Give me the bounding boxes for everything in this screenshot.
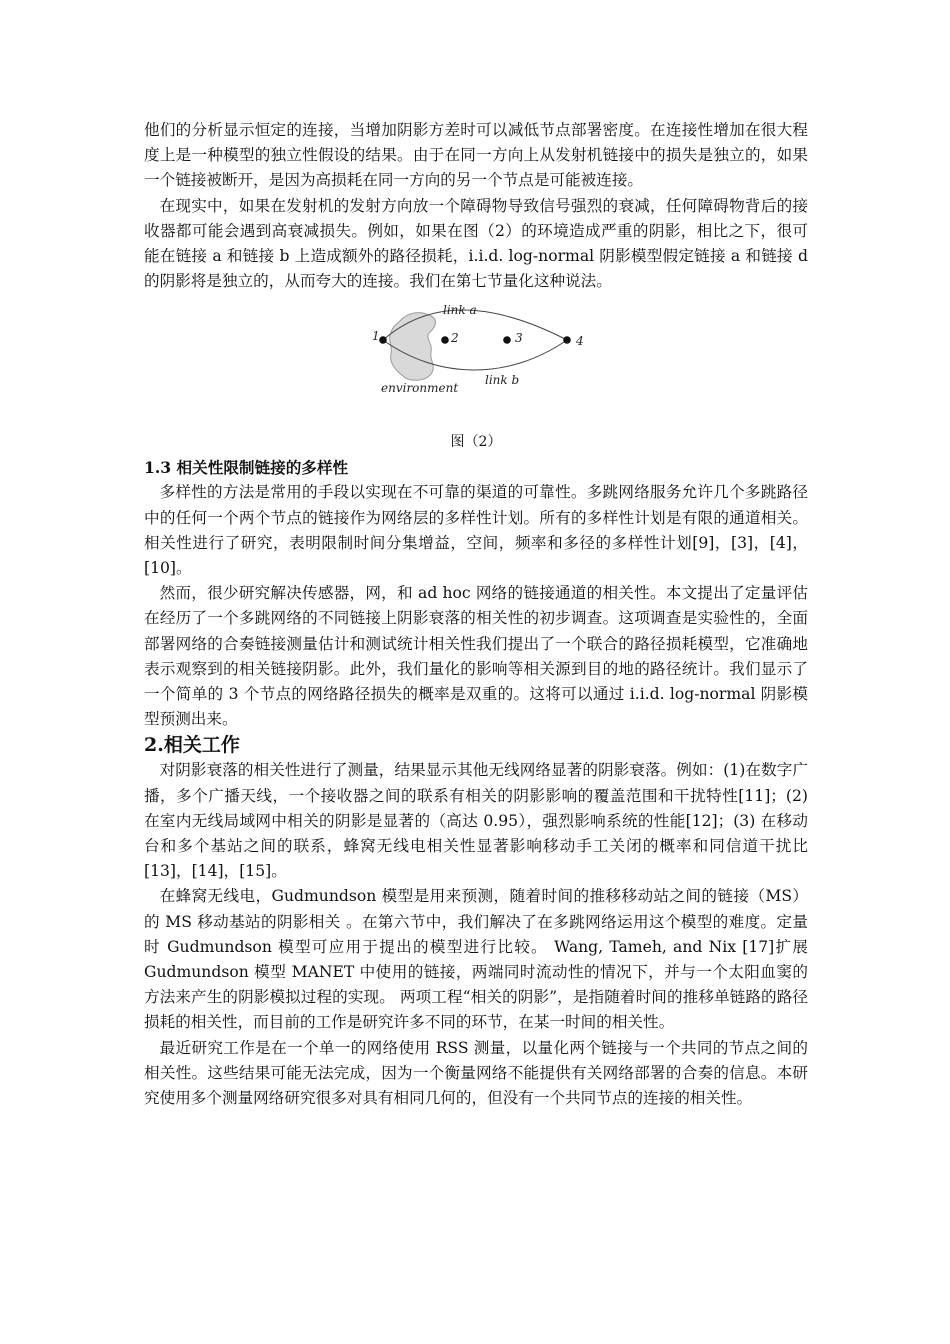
section-1-3-heading: 1.3 相关性限制链接的多样性 — [144, 458, 349, 478]
section-2-paragraph-2: 在蜂窝无线电，Gudmundson 模型是用来预测，随着时间的推移移动站之间的链接（MS）的 MS 移动基站的阴影相关 。在第六节中，我们解决了在多跳网络运用这个模型的难度。定量时 Gudmundson 模型可应用于提出的模型进行比较。 Wang, Tameh, and Nix [17]扩展 Gudmundson 模型 MANET 中使用的链接，两端同时流动性的情况下，并与一个太阳血窦的方法来产生的阴影模拟过程的实现。 两项工程“相关的阴影”，是指随着时间的推移单链路的路径损耗的相关性，而目前的工作是研究许多不同的环节，在某一时间的相关性。 — [144, 887, 808, 1032]
section-1-3-paragraph-2: 然而，很少研究解决传感器，网，和 ad hoc 网络的链接通道的相关性。本文提出了定量评估在经历了一个多跳网络的不同链接上阴影衰落的相关性的初步调查。这项调查是实验性的，全面部署网络的合奏链接测量估计和测试统计相关性我们提出了一个联合的路径损耗模型，它准确地表示观察到的相关链接阴影。此外，我们量化的影响等相关源到目的地的路径统计。我们显示了一个简单的 3 个节点的网络路径损失的概率是双重的。这将可以通过 i.i.d. log-normal 阴影模型预测出来。 — [144, 584, 808, 729]
environment-obstacle — [390, 313, 436, 381]
document-page — [144, 118, 808, 1111]
figure-caption: 图（2） — [450, 434, 502, 451]
figure-2 — [144, 298, 808, 428]
section-2-heading: 2.相关工作 — [144, 734, 240, 757]
node-3 — [503, 337, 511, 345]
node-4-label: 4 — [576, 334, 584, 349]
section-1-3-paragraph-1: 多样性的方法是常用的手段以实现在不可靠的渠道的可靠性。多跳网络服务允许几个多跳路径中的任何一个两个节点的链接作为网络层的多样性计划。所有的多样性计划是有限的通道相关。相关性进行了研究，表明限制时间分集增益，空间，频率和多径的多样性计划[9]，[3]，[4]，[10]。 — [144, 483, 808, 578]
section-2-paragraph-1: 对阴影衰落的相关性进行了测量，结果显示其他无线网络显著的阴影衰落。例如：(1)在数字广播，多个广播天线，一个接收器之间的联系有相关的阴影影响的覆盖范围和干扰特性[11]；(2) 在室内无线局域网中相关的阴影是显著的（高达 0.95），强烈影响系统的性能[12]；(3) 在移动台和多个基站之间的联系，蜂窝无线电相关性显著影响移动手工关闭的概率和同信道干扰比[13]，[14]，[15]。 — [144, 761, 808, 881]
link-b-label: link b — [485, 373, 520, 388]
intro-paragraph-1: 他们的分析显示恒定的连接，当增加阴影方差时可以减低节点部署密度。在连接性增加在很大程度上是一种模型的独立性假设的结果。由于在同一方向上从发射机链接中的损失是独立的，如果一个链接被断开，是因为高损耗在同一方向的另一个节点是可能被连接。 — [144, 121, 808, 190]
node-1-label: 1 — [372, 329, 380, 344]
intro-paragraph-2: 在现实中，如果在发射机的发射方向放一个障碍物导致信号强烈的衰减，任何障碍物背后的接收器都可能会遇到高衰减损失。例如，如果在图（2）的环境造成严重的阴影，相比之下，很可能在链接 a 和链接 b 上造成额外的路径损耗，i.i.d. log-normal 阴影模型假定链接 a 和链接 d 的阴影将是独立的，从而夸大的连接。我们在第七节量化这种说法。 — [144, 196, 808, 291]
node-3-label: 3 — [515, 331, 523, 346]
node-2-label: 2 — [451, 331, 459, 346]
node-2 — [441, 337, 449, 345]
node-1 — [379, 337, 387, 345]
node-4 — [563, 337, 571, 345]
section-2-paragraph-3: 最近研究工作是在一个单一的网络使用 RSS 测量，以量化两个链接与一个共同的节点之间的相关性。这些结果可能无法完成，因为一个衡量网络不能提供有关网络部署的合奏的信息。本研究使用多个测量网络研究很多对具有相同几何的，但没有一个共同节点的连接的相关性。 — [144, 1038, 808, 1108]
environment-label: environment — [381, 381, 459, 396]
network-diagram — [369, 300, 599, 400]
link-a-label: link a — [443, 303, 477, 318]
